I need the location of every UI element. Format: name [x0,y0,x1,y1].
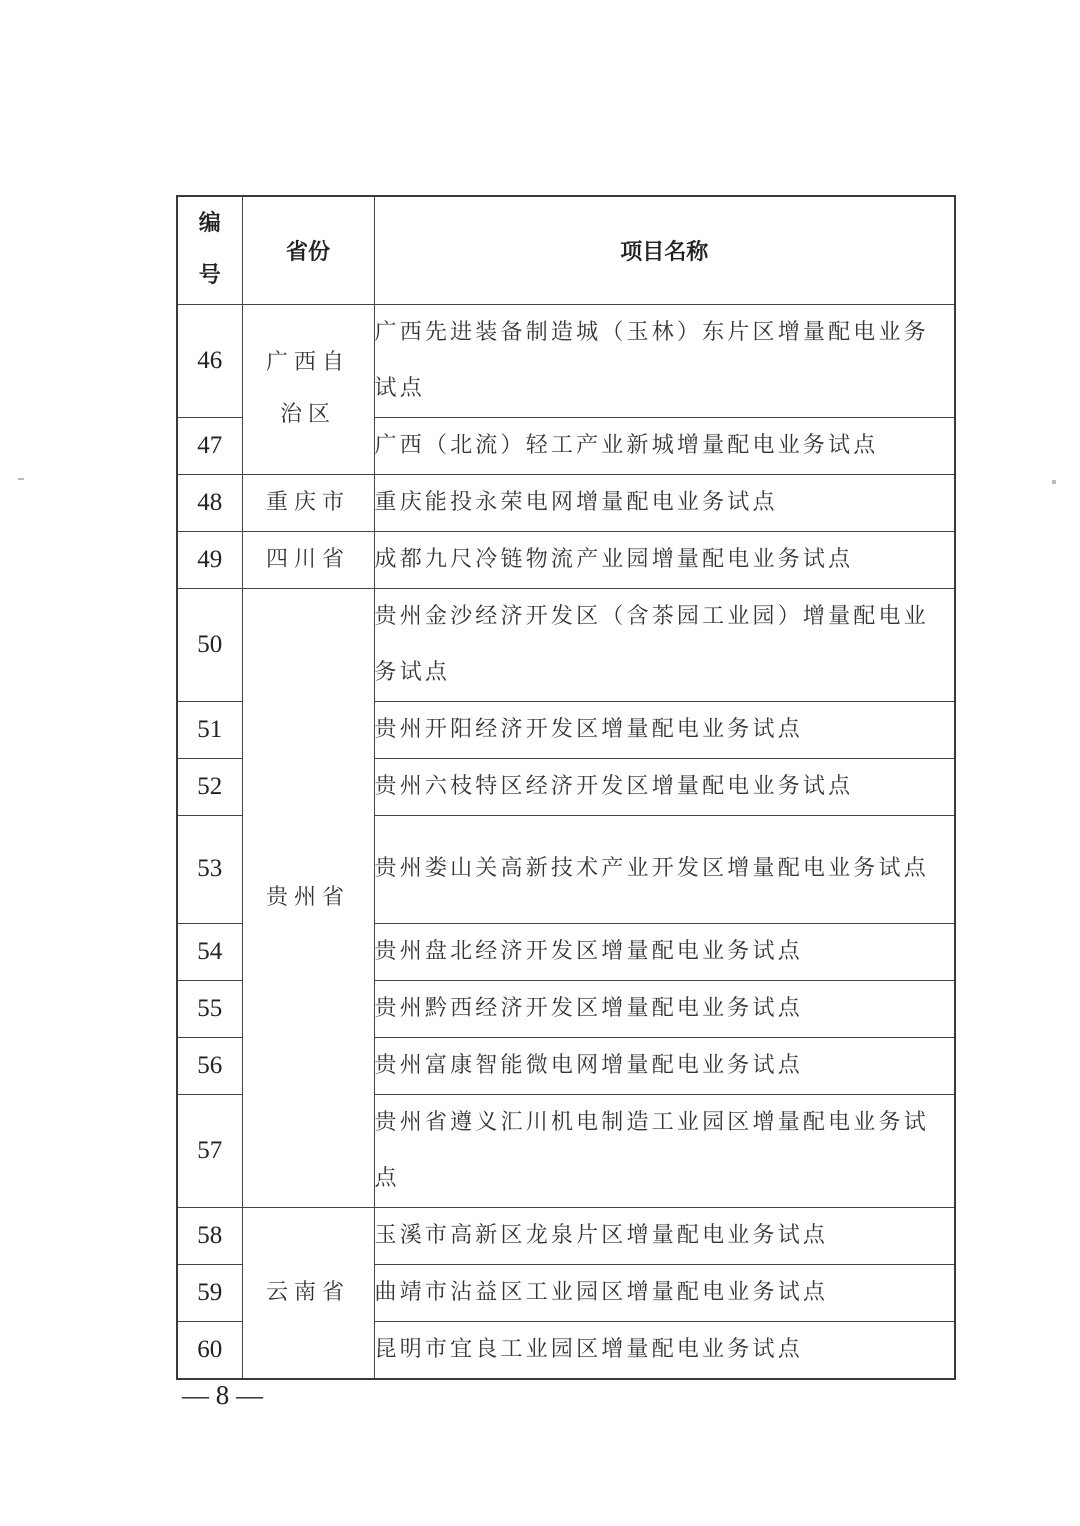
project-name: 贵州盘北经济开发区增量配电业务试点 [374,923,955,980]
project-name: 重庆能投永荣电网增量配电业务试点 [374,474,955,531]
project-name: 贵州富康智能微电网增量配电业务试点 [374,1037,955,1094]
row-number: 60 [177,1321,242,1379]
page-number: — 8 — [182,1380,263,1410]
project-name: 贵州娄山关高新技术产业开发区增量配电业务试点 [374,815,955,923]
project-name: 玉溪市高新区龙泉片区增量配电业务试点 [374,1207,955,1264]
header-province: 省份 [242,196,374,304]
table-row [177,1207,955,1264]
table-row [177,588,955,701]
header-number [177,196,242,304]
project-name: 贵州开阳经济开发区增量配电业务试点 [374,701,955,758]
province-cell [242,304,374,474]
project-name: 广西（北流）轻工产业新城增量配电业务试点 [374,417,955,474]
province-name: 云南省 [242,1207,374,1379]
scan-speck [18,478,24,480]
province-name: 重庆市 [242,474,374,531]
row-number: 56 [177,1037,242,1094]
row-number: 53 [177,815,242,923]
row-number: 54 [177,923,242,980]
row-number: 50 [177,588,242,701]
project-name: 贵州六枝特区经济开发区增量配电业务试点 [374,758,955,815]
scan-speck [1052,480,1056,484]
province-name: 贵州省 [242,588,374,1207]
row-number: 52 [177,758,242,815]
row-number: 55 [177,980,242,1037]
row-number: 51 [177,701,242,758]
table-row [177,531,955,588]
project-name: 曲靖市沾益区工业园区增量配电业务试点 [374,1264,955,1321]
project-name: 成都九尺冷链物流产业园增量配电业务试点 [374,531,955,588]
project-name: 贵州金沙经济开发区（含茶园工业园）增量配电业务试点 [374,588,955,701]
header-number-char: 编 [198,211,221,237]
project-name: 昆明市宜良工业园区增量配电业务试点 [374,1321,955,1379]
province-name: 四川省 [242,531,374,588]
row-number: 46 [177,304,242,417]
table-row [177,304,955,417]
table-header-row [177,196,955,304]
project-name: 广西先进装备制造城（玉林）东片区增量配电业务试点 [374,304,955,417]
province-name: 广西自治区 [265,350,350,427]
row-number: 58 [177,1207,242,1264]
header-project-name: 项目名称 [374,196,955,304]
row-number: 48 [177,474,242,531]
row-number: 49 [177,531,242,588]
row-number: 57 [177,1094,242,1207]
table-row [177,474,955,531]
row-number: 47 [177,417,242,474]
pilot-projects-table [176,195,956,1380]
project-name: 贵州黔西经济开发区增量配电业务试点 [374,980,955,1037]
project-name: 贵州省遵义汇川机电制造工业园区增量配电业务试点 [374,1094,955,1207]
header-number-char: 号 [198,263,221,289]
row-number: 59 [177,1264,242,1321]
